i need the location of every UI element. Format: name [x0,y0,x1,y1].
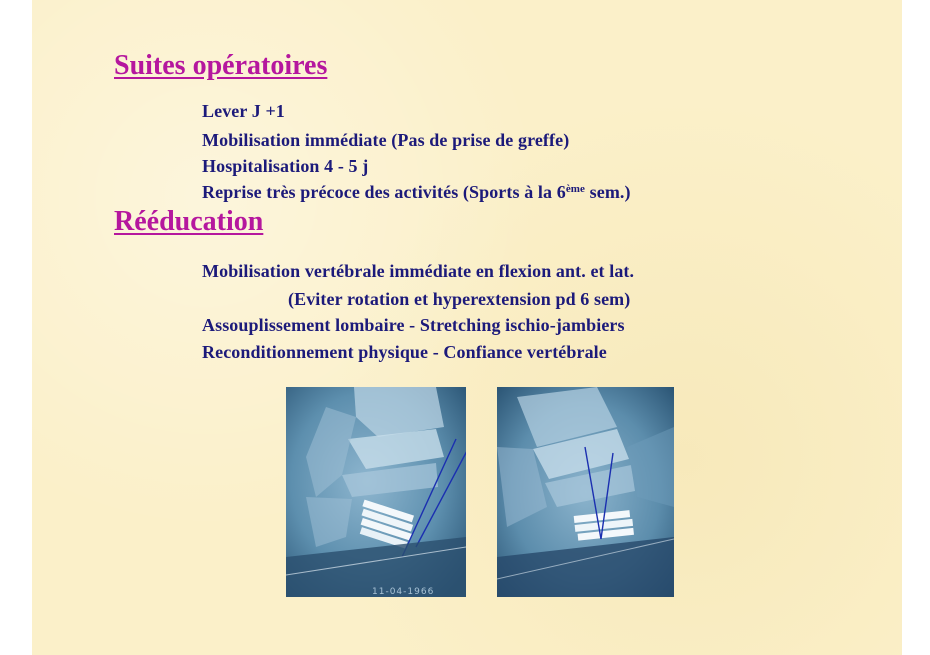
spine-xray-flexion-image [286,387,466,597]
heading-reeducation: Rééducation [114,206,264,237]
list-item: Lever J +1 [202,101,285,121]
reprise-text: Reprise très précoce des activités (Sports à la 6 [202,182,566,202]
list-item-reprise [202,182,631,203]
list-item: Mobilisation vertébrale immédiate en flexion ant. et lat. [202,261,635,281]
list-item: Reconditionnement physique - Confiance vertébrale [202,342,607,362]
list-item: Assouplissement lombaire - Stretching ischio-jambiers [202,315,625,335]
spine-xray-extension-image [497,387,674,597]
reprise-text-end: sem.) [585,182,631,202]
spine-xray-flexion-icon [286,387,466,597]
list-item: Mobilisation immédiate (Pas de prise de greffe) [202,130,570,150]
list-item: Hospitalisation 4 - 5 j [202,156,369,176]
heading-suites-operatoires: Suites opératoires [114,50,328,81]
list-item-indented: (Eviter rotation et hyperextension pd 6 sem) [288,289,631,309]
superscript-eme: ème [565,183,586,195]
xray-date-caption: 11-04-1966 [372,587,435,597]
slide [32,0,902,655]
spine-xray-extension-icon [497,387,674,597]
